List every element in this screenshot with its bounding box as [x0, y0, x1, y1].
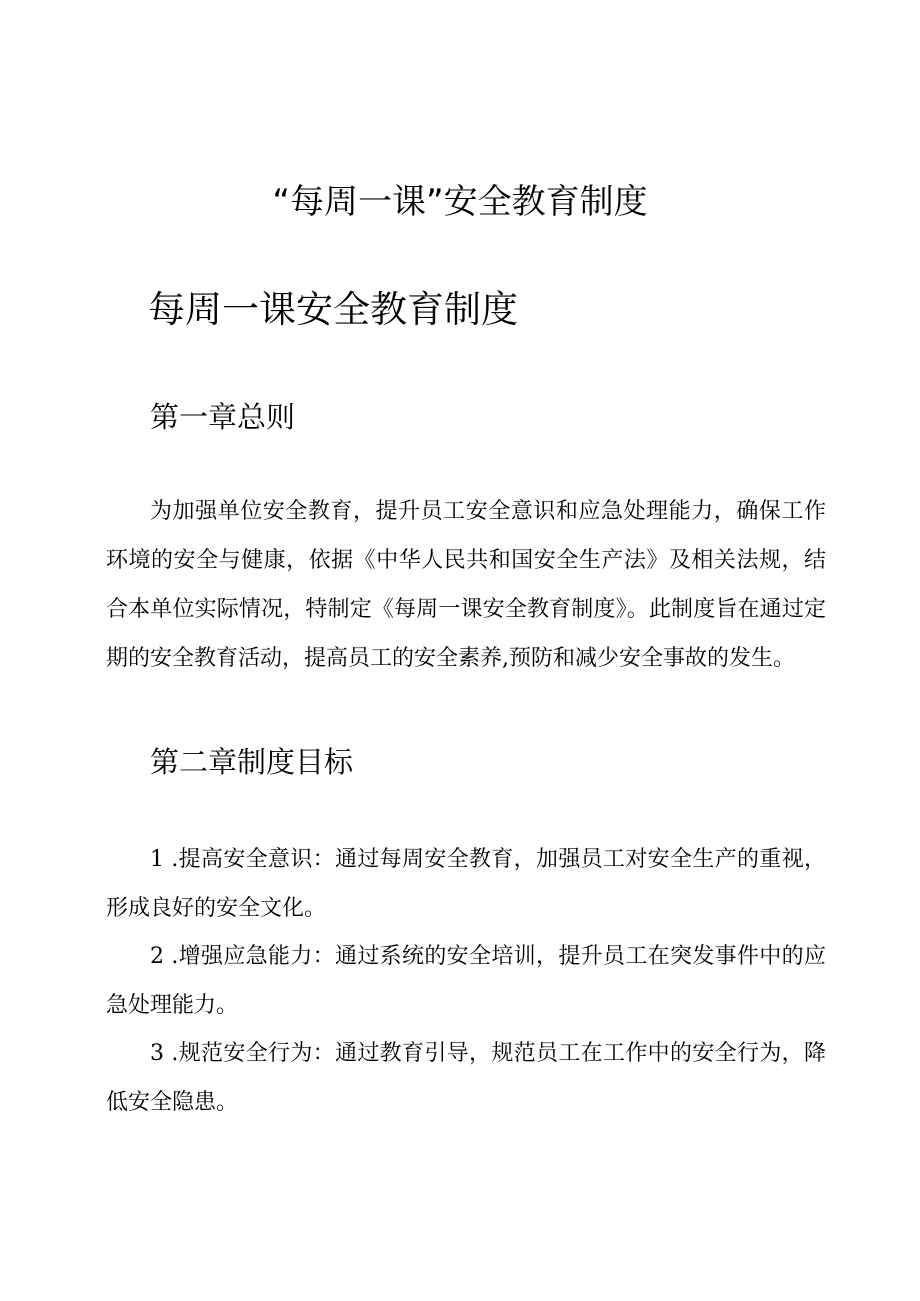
goal-item-2: 2 .增强应急能力：通过系统的安全培训，提升员工在突发事件中的应急处理能力。	[106, 944, 826, 1018]
document-subtitle: 每周一课安全教育制度	[148, 288, 518, 331]
chapter-1-paragraph: 为加强单位安全教育，提升员工安全意识和应急处理能力，确保工作环境的安全与健康，依据《中华人民共和国安全生产法》及相关法规，结合本单位实际情况，特制定《每周一课安全教育制度》。此制度旨在通过定期的安全教育活动，提高员工的安全素养,预防和减少安全事故的发生。	[106, 499, 826, 671]
goal-item-1: 1 .提高安全意识：通过每周安全教育，加强员工对安全生产的重视，形成良好的安全文化。	[106, 847, 826, 921]
chapter-1-heading: 第一章总则	[150, 400, 296, 434]
chapter-2-heading: 第二章制度目标	[150, 745, 354, 779]
document-title: “每周一课”安全教育制度	[272, 182, 648, 222]
goal-item-3: 3 .规范安全行为：通过教育引导，规范员工在工作中的安全行为，降低安全隐患。	[106, 1041, 826, 1115]
